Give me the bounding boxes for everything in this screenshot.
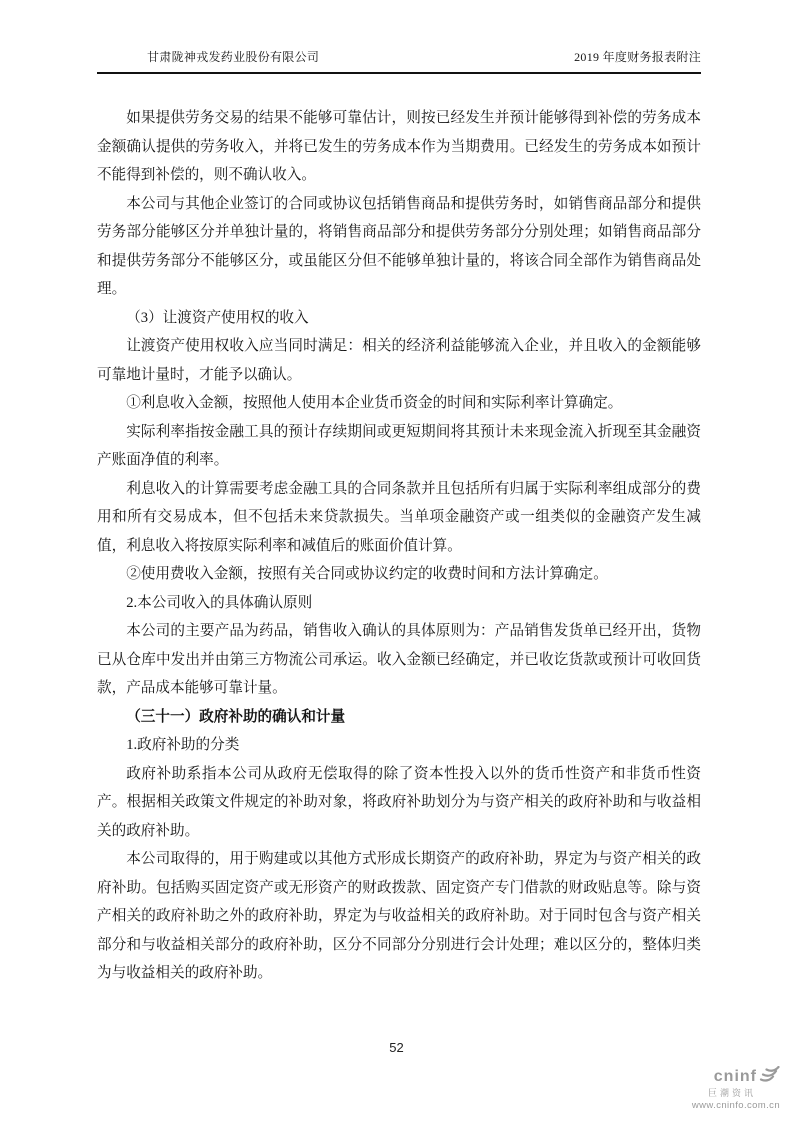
page-header [97,48,701,74]
header-company-name: 甘肃陇神戎发药业股份有限公司 [147,50,320,64]
cninfo-swirl-icon [759,1066,780,1088]
paragraph-interest-income: ①利息收入金额，按照他人使用本企业货币资金的时间和实际利率计算确定。 [126,395,623,411]
subheading-asset-use-rights-revenue: （3）让渡资产使用权的收入 [126,309,309,326]
section-heading-government-grants: （三十一）政府补助的确认和计量 [126,708,346,725]
paragraph-grant-definition: 政府补助系指本公司从政府无偿取得的除了资本性投入以外的货币性资产和非货币性资产。根据相关政策文件规定的补助对象，将政府补助划分为与资产相关的政府补助和与收益相关的政府补助。 [97,765,701,839]
paragraph-mixed-contracts: 本公司与其他企业签订的合同或协议包括销售商品和提供劳务时，如销售商品部分和提供劳务部分能够区分并单独计量的，将销售商品部分和提供劳务部分分别处理；如销售商品部分和提供劳务部分不能够区分，或虽能区分但不能够单独计量的，将该合同全部作为销售商品处理。 [97,195,701,297]
cninfo-logo-row [692,1066,780,1088]
header-doc-title: 2019 年度财务报表附注 [574,50,701,64]
paragraph-asset-related-grants: 本公司取得的，用于购建或以其他方式形成长期资产的政府补助，界定为与资产相关的政府补助。包括购买固定资产或无形资产的财政拨款、固定资产专门借款的财政贴息等。除与资产相关的政府补助之外的政府补助，界定为与收益相关的政府补助。对于同时包含与资产相关部分和与收益相关部分的政府补助，区分不同部分分别进行会计处理；难以区分的，整体归类为与收益相关的政府补助。 [97,851,701,981]
cninfo-logo-subtitle: 巨潮资讯 [707,1087,756,1098]
page-number: 52 [389,1040,404,1055]
paragraph-royalty-income: ②使用费收入金额，按照有关合同或协议约定的收费时间和方法计算确定。 [126,566,608,582]
subheading-grant-classification: 1.政府补助的分类 [126,737,240,753]
paragraph-interest-calculation: 利息收入的计算需要考虑金融工具的合同条款并且包括所有归属于实际利率组成部分的费用和所有交易成本，但不包括未来贷款损失。当单项金融资产或一组类似的金融资产发生减值，利息收入将按原实际利率和减值后的账面价值计算。 [97,480,701,554]
cninfo-logo-url: www.cninfo.com.cn [691,1100,780,1112]
cninfo-logo-text: cninf [713,1068,757,1085]
paragraph-asset-use-rights-conditions: 让渡资产使用权收入应当同时满足：相关的经济利益能够流入企业，并且收入的金额能够可靠地计量时，才能予以确认。 [97,338,701,383]
paragraph-product-revenue-recognition: 本公司的主要产品为药品，销售收入确认的具体原则为：产品销售发货单已经开出，货物已从仓库中发出并由第三方物流公司承运。收入金额已经确定，并已收讫货款或预计可收回货款，产品成本能够可靠计量。 [97,623,701,696]
paragraph-services-revenue-estimate: 如果提供劳务交易的结果不能够可靠估计，则按已经发生并预计能够得到补偿的劳务成本金额确认提供的劳务收入，并将已发生的劳务成本作为当期费用。已经发生的劳务成本如预计不能得到补偿的，则不确认收入。 [97,110,701,183]
paragraph-effective-interest-rate: 实际利率指按金融工具的预计存续期间或更短期间将其预计未来现金流入折现至其金融资产账面净值的利率。 [97,423,701,468]
document-body [97,104,701,988]
cninfo-logo [692,1066,780,1112]
subheading-company-revenue-principles: 2.本公司收入的具体确认原则 [126,594,313,611]
